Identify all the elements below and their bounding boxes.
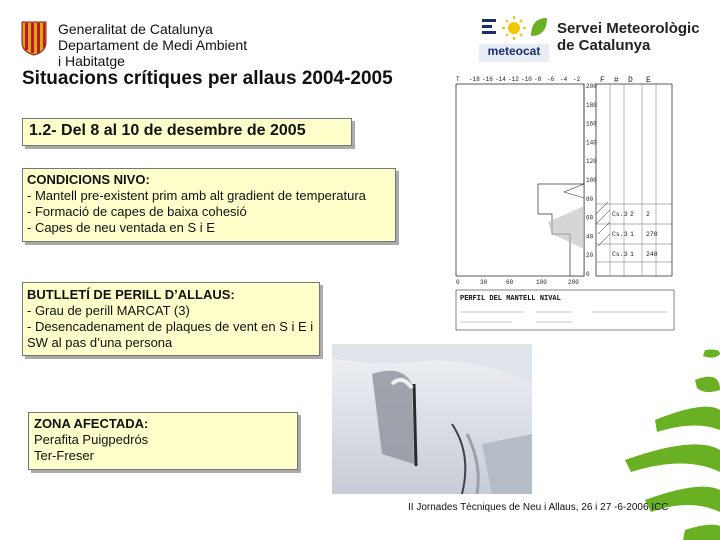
profile-top-axis-label: -14 bbox=[495, 76, 506, 83]
avalanche-bulletin-box bbox=[22, 282, 320, 356]
zone-heading: ZONA AFECTADA: bbox=[34, 416, 149, 431]
profile-layer-cell: 1 bbox=[630, 231, 634, 238]
profile-top-axis-label: -4 bbox=[560, 76, 568, 83]
profile-layer-cell: Cs.3 bbox=[612, 231, 628, 238]
profile-height-label: 40 bbox=[586, 233, 594, 241]
bulletin-line: - Grau de perill MARCAT (3) bbox=[27, 303, 190, 318]
profile-layer-cell: 270 bbox=[646, 231, 658, 238]
service-name bbox=[557, 20, 700, 54]
affected-zone-box bbox=[28, 412, 298, 470]
profile-top-axis-label: -18 bbox=[469, 76, 480, 83]
service-name-line1: Servei Meteorològic bbox=[557, 20, 700, 37]
profile-top-axis-label: -12 bbox=[508, 76, 519, 83]
profile-height-label: 80 bbox=[586, 195, 594, 203]
episode-title: 1.2- Del 8 al 10 de desembre de 2005 bbox=[29, 122, 306, 139]
meteocat-logo bbox=[479, 14, 549, 62]
snow-profile-chart bbox=[452, 74, 676, 334]
org-name: Generalitat de Catalunya bbox=[58, 21, 213, 37]
bulletin-heading: BUTLLETÍ DE PERILL D’ALLAUS: bbox=[27, 287, 235, 302]
bulletin-line: - Desencadenament de plaques de vent en S i E i SW al pas d’una persona bbox=[27, 319, 314, 350]
profile-layer-cell: Cs.3 bbox=[612, 251, 628, 258]
snow-pit-photo bbox=[332, 344, 532, 494]
profile-column-header: # bbox=[614, 76, 619, 85]
footer-credit: II Jornades Tècniques de Neu i Allaus, 26 i 27 -6-2006 ICC bbox=[408, 502, 669, 513]
conditions-line: - Formació de capes de baixa cohesió bbox=[27, 204, 247, 219]
profile-layer-cell: 240 bbox=[646, 251, 658, 258]
profile-column-header: D bbox=[628, 76, 633, 85]
zone-line: Ter-Freser bbox=[34, 448, 94, 463]
profile-top-axis-label: -8 bbox=[534, 76, 542, 83]
profile-height-label: 120 bbox=[586, 158, 597, 166]
profile-height-label: 100 bbox=[586, 177, 597, 184]
profile-layer-cell: 2 bbox=[630, 211, 634, 218]
snow-conditions-box bbox=[22, 168, 396, 242]
meteocat-wordmark: meteocat bbox=[487, 44, 541, 58]
profile-bottom-axis-label: 100 bbox=[536, 279, 547, 286]
episode-title-box bbox=[22, 118, 352, 146]
profile-height-label: 160 bbox=[586, 120, 597, 128]
profile-column-header: E bbox=[646, 76, 651, 85]
profile-layer-cell: 2 bbox=[646, 211, 650, 218]
profile-height-label: 140 bbox=[586, 139, 597, 147]
profile-bottom-axis-label: 30 bbox=[480, 279, 488, 286]
profile-bottom-axis-label: 60 bbox=[506, 279, 514, 286]
department-name-cont: i Habitatge bbox=[58, 53, 125, 69]
profile-height-label: 200 bbox=[586, 83, 597, 90]
profile-height-label: 0 bbox=[586, 271, 590, 278]
profile-bottom-axis-label: 0 bbox=[456, 279, 460, 286]
profile-height-label: 60 bbox=[586, 214, 594, 222]
profile-height-label: 20 bbox=[586, 252, 594, 260]
profile-title: PERFIL DEL MANTELL NIVAL bbox=[460, 295, 561, 303]
profile-top-axis-label: -6 bbox=[547, 76, 555, 83]
profile-top-axis-label: -16 bbox=[482, 76, 493, 83]
profile-height-label: 180 bbox=[586, 101, 597, 109]
page-title: Situacions crítiques per allaus 2004-2005 bbox=[22, 68, 393, 89]
profile-column-header: F bbox=[600, 76, 605, 85]
profile-top-axis-label: -2 bbox=[573, 76, 581, 83]
zone-line: Perafita Puigpedrós bbox=[34, 432, 149, 447]
generalitat-logo bbox=[20, 20, 48, 56]
conditions-line: - Capes de neu ventada en S i E bbox=[27, 220, 215, 235]
profile-bottom-axis-label: 200 bbox=[568, 279, 579, 286]
conditions-line: - Mantell pre-existent prim amb alt gradient de temperatura bbox=[27, 188, 366, 203]
conditions-heading: CONDICIONS NIVO: bbox=[27, 172, 150, 187]
profile-layer-cell: Cs.3 bbox=[612, 211, 628, 218]
profile-top-axis-label: T bbox=[456, 76, 460, 83]
department-name: Departament de Medi Ambient bbox=[58, 37, 248, 53]
profile-layer-cell: 1 bbox=[630, 251, 634, 258]
profile-top-axis-label: -10 bbox=[521, 76, 532, 83]
service-name-line2: de Catalunya bbox=[557, 37, 651, 54]
